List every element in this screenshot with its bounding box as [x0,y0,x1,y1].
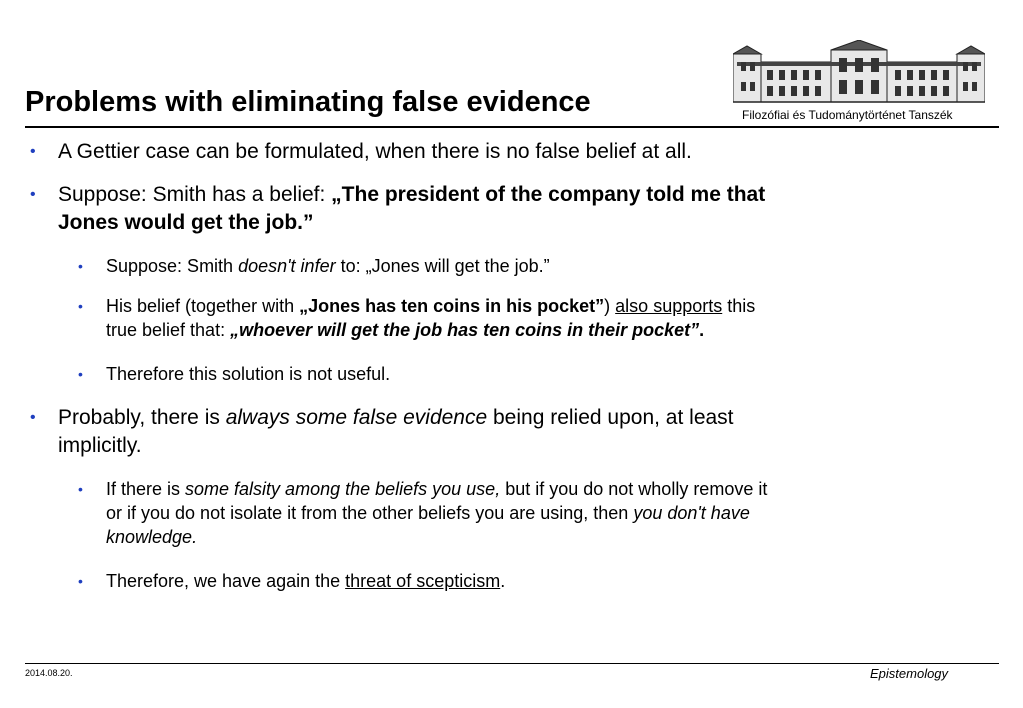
emphasis: doesn't infer [238,256,336,276]
bullet-text-part: being relied upon, at least [487,406,734,429]
bullet-text [58,404,958,460]
bullet-text-part: If there is [106,479,186,499]
bullet-text-part: ) [604,296,616,316]
title-divider [25,126,999,128]
emphasis: some falsity among the beliefs you use, [185,479,501,499]
quoted-belief: „Jones has ten coins in his pocket” [299,296,605,316]
bullet-text [106,294,976,342]
bullet-text-part: Suppose: Smith [106,256,239,276]
footer-course: Epistemology [870,666,949,681]
bullet-text-part: His belief (together with [106,296,300,316]
bullet-icon: • [30,409,36,426]
bullet-icon: • [78,366,83,382]
quoted-belief: „whoever will get the job has ten coins in their pocket” [230,320,700,340]
slide-title: Problems with eliminating false evidence [25,86,591,118]
bullet-text-part: . [500,571,506,591]
bullet-text-part: . [699,320,705,340]
bullet-text-part: Probably, there is [58,406,226,429]
bullet-text-part: Therefore, we have again the [106,571,346,591]
bullet-text-part: to: „Jones will get the job.” [335,256,550,276]
bullet-text-part: or if you do not isolate it from the other beliefs you are using, then [106,503,634,523]
bullet-text: A Gettier case can be formulated, when there is no false belief at all. [58,140,692,163]
emphasis: knowledge. [106,527,198,547]
bullet-text [58,181,958,237]
bullet-icon: • [78,573,83,589]
quoted-belief: Jones would get the job.” [58,211,314,234]
bullet-text: Therefore this solution is not useful. [106,364,391,384]
bullet-text [106,569,976,593]
bullet-text-part: Suppose: Smith has a belief: [58,183,332,206]
quoted-belief: „The president of the company told me that [331,183,766,206]
bullet-icon: • [78,258,83,274]
underlined-phrase: threat of scepticism [345,571,501,591]
bullet-icon: • [78,298,83,314]
bullet-text [106,254,976,278]
emphasis: always some false evidence [225,406,488,429]
building-logo [733,40,985,104]
footer-date: 2014.08.20. [25,668,73,678]
bullet-text-part: but if you do not wholly remove it [500,479,768,499]
bullet-icon: • [30,143,36,160]
bullet-icon: • [30,186,36,203]
underlined-phrase: also supports [615,296,723,316]
emphasis: you don't have [633,503,750,523]
bullet-text-part: true belief that: [106,320,231,340]
bullet-icon: • [78,481,83,497]
department-label: Filozófiai és Tudománytörténet Tanszék [742,108,953,122]
bullet-text-part: implicitly. [58,434,142,457]
bullet-text [106,477,976,549]
footer-divider [25,663,999,664]
bullet-text-part: this [722,296,756,316]
